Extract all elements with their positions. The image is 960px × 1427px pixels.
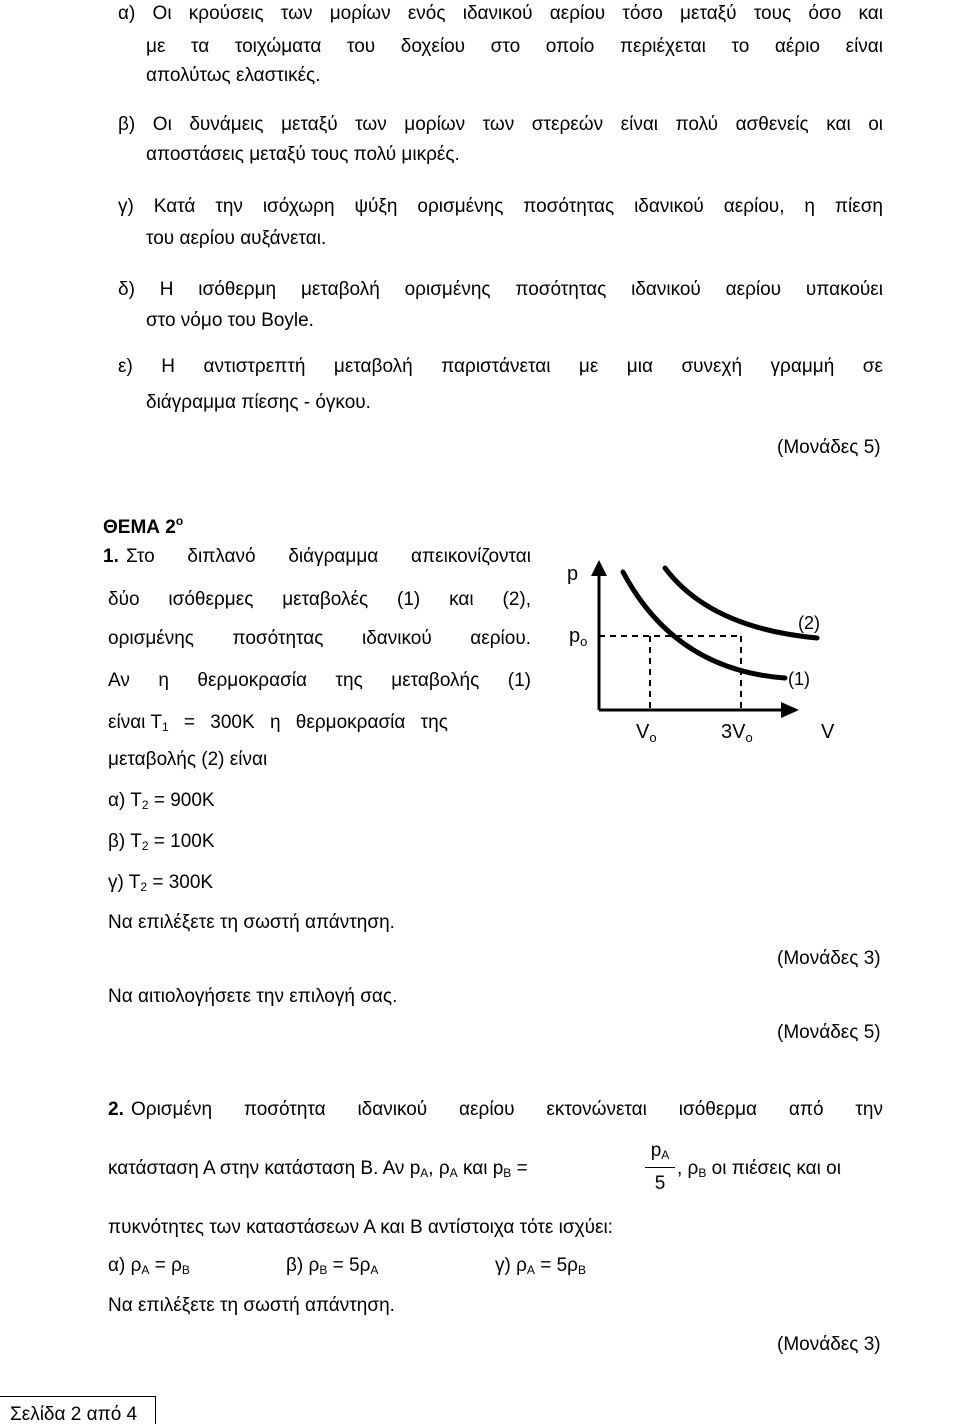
item-c-line-2: του αερίου αυξάνεται. <box>146 228 327 249</box>
fraction-bar <box>645 1167 675 1168</box>
q2-option-b-sub-2: A <box>370 1263 379 1277</box>
curve-1-label: (1) <box>788 669 810 689</box>
q1-points-b: (Μονάδες 5) <box>777 1022 881 1043</box>
v0-label <box>636 721 657 745</box>
item-c-line-1: γ) Κατά την ισόχωρη ψύξη ορισμένης ποσότητας ιδανικού αερίου, η πίεση <box>118 196 883 217</box>
q2-option-b-mid: = 5ρ <box>327 1255 371 1276</box>
isotherm-diagram <box>555 550 855 750</box>
q1-justify: Να αιτιολογήσετε την επιλογή σας. <box>108 986 398 1007</box>
q2-line-2-sub-2: A <box>449 1166 458 1180</box>
q1-option-a <box>108 789 215 817</box>
q2-option-a-mid: = ρ <box>149 1255 182 1276</box>
item-b-line-2: αποστάσεις μεταξύ τους πολύ μικρές. <box>146 144 460 165</box>
q1-line-5-sub: 1 <box>161 720 169 734</box>
q1-line-5-pre: είναι Τ <box>108 712 162 733</box>
q1-line-5-post: = 300K η θερμοκρασία της <box>168 712 448 733</box>
q2-line-2-pre: κατάσταση Α στην κατάσταση Β. Αν p <box>108 1158 421 1179</box>
item-d-line-1: δ) Η ισόθερμη μεταβολή ορισμένης ποσότητας ιδανικού αερίου υπακούει <box>118 279 883 300</box>
q1-choose: Να επιλέξετε τη σωστή απάντηση. <box>108 912 395 933</box>
q2-line-2-mid-1: , ρ <box>428 1158 450 1179</box>
q2-option-c <box>495 1254 586 1282</box>
q1-option-b-sub: 2 <box>141 839 149 853</box>
fraction-numerator <box>645 1140 675 1166</box>
p0-label-sub: o <box>580 634 588 649</box>
item-a-line-2: με τα τοιχώματα του δοχείου στο οποίο περιέχεται το αέριο είναι <box>146 36 883 57</box>
item-e-line-2: διάγραμμα πίεσης - όγκου. <box>146 392 371 413</box>
fraction-numerator-sub: A <box>661 1148 670 1162</box>
axis-x-label: V <box>821 721 835 743</box>
q1-option-c-post: = 300K <box>147 872 214 893</box>
q1-option-c-sub: 2 <box>140 880 148 894</box>
q1-line-1: Στο διπλανό διάγραμμα απεικονίζονται <box>126 546 531 567</box>
q1-line-5 <box>108 711 531 739</box>
v0-label-main: V <box>636 721 650 743</box>
q1-option-c <box>108 871 213 899</box>
q2-line-2-tail-post: οι πιέσεις και οι <box>706 1158 841 1179</box>
q1-option-a-post: = 900K <box>148 790 215 811</box>
q1-number: 1. <box>103 546 119 567</box>
q1-option-b-pre: β) Τ <box>108 831 142 852</box>
q1-option-a-sub: 2 <box>141 798 149 812</box>
curve-2-label: (2) <box>798 613 820 633</box>
q2-points: (Μονάδες 3) <box>777 1334 881 1355</box>
q1-option-b <box>108 830 215 858</box>
3v0-label-sub: o <box>745 730 753 745</box>
item-b-line-1: β) Οι δυνάμεις μεταξύ των μορίων των στερεών είναι πολύ ασθενείς και οι <box>118 114 883 135</box>
q2-option-a-pre: α) ρ <box>108 1255 142 1276</box>
q1-points-a: (Μονάδες 3) <box>777 948 881 969</box>
item-a-line-3: απολύτως ελαστικές. <box>146 65 321 86</box>
q2-line-2-eq: = <box>511 1158 528 1179</box>
q2-number: 2. <box>108 1099 124 1120</box>
p0-label <box>569 625 587 649</box>
theme2-title <box>103 509 183 540</box>
q1-line-2: δύο ισόθερμες μεταβολές (1) και (2), <box>108 589 531 610</box>
item-d-line-2: στο νόμο του Boyle. <box>146 310 314 331</box>
3v0-label <box>721 721 753 745</box>
q1-option-a-pre: α) Τ <box>108 790 142 811</box>
q1-option-b-post: = 100K <box>148 831 215 852</box>
q1-line-6: μεταβολής (2) είναι <box>108 749 268 770</box>
q1-line-4: Αν η θερμοκρασία της μεταβολής (1) <box>108 670 531 691</box>
3v0-label-main: 3V <box>721 721 746 743</box>
q2-line-2-tail-sub: B <box>698 1166 707 1180</box>
isotherm-curve-1 <box>623 572 785 678</box>
q2-line-2-tail-pre: , ρ <box>677 1158 699 1179</box>
q2-option-b-pre: β) ρ <box>286 1255 320 1276</box>
theme2-title-sup: ο <box>175 514 184 528</box>
q2-line-2-sub-3: B <box>503 1166 512 1180</box>
q2-line-2 <box>108 1157 528 1185</box>
fraction-denominator: 5 <box>654 1173 666 1194</box>
q2-line-1: Ορισμένη ποσότητα ιδανικού αερίου εκτονώνεται ισόθερμα από την <box>131 1099 883 1120</box>
q2-option-a-sub-2: B <box>181 1263 190 1277</box>
q2-line-3: πυκνότητες των καταστάσεων Α και Β αντίστοιχα τότε ισχύει: <box>108 1217 613 1238</box>
q2-option-b <box>286 1254 378 1282</box>
item-a-line-1: α) Οι κρούσεις των μορίων ενός ιδανικού αερίου τόσο μεταξύ τους όσο και <box>118 3 883 24</box>
q2-option-c-sub-1: A <box>526 1263 535 1277</box>
q2-option-c-mid: = 5ρ <box>534 1255 578 1276</box>
q2-option-a-sub-1: A <box>141 1263 150 1277</box>
p0-label-main: p <box>569 625 581 647</box>
q2-choose: Να επιλέξετε τη σωστή απάντηση. <box>108 1295 395 1316</box>
q2-option-a <box>108 1254 190 1282</box>
item-e-line-1: ε) Η αντιστρεπτή μεταβολή παριστάνεται με μια συνεχή γραμμή σε <box>118 356 883 377</box>
q2-option-c-pre: γ) ρ <box>495 1255 527 1276</box>
q1-line-3: ορισμένης ποσότητας ιδανικού αερίου. <box>108 628 531 649</box>
isotherm-curve-2 <box>665 568 817 638</box>
theme2-title-text: ΘΕΜΑ 2 <box>103 517 176 538</box>
q2-line-2-mid-2: και p <box>457 1158 504 1179</box>
q2-line-2-sub-1: A <box>420 1166 429 1180</box>
q2-option-b-sub-1: B <box>319 1263 328 1277</box>
y-axis-arrow-icon <box>591 560 607 576</box>
points-part1: (Μονάδες 5) <box>777 437 881 458</box>
q2-line-2-tail <box>677 1157 841 1185</box>
page-number: Σελίδα 2 από 4 <box>10 1404 138 1425</box>
q2-option-c-sub-2: B <box>577 1263 586 1277</box>
x-axis-arrow-icon <box>781 702 799 718</box>
axis-y-label: p <box>567 563 579 585</box>
q1-option-c-pre: γ) Τ <box>108 872 141 893</box>
v0-label-sub: o <box>649 730 657 745</box>
fraction-numerator-main: p <box>650 1140 662 1161</box>
